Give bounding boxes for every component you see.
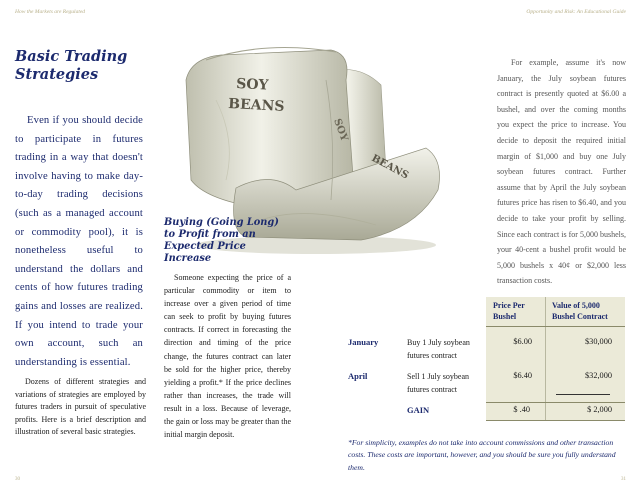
intro-paragraph: Even if you should decide to participate in futures trading in a way that doesn't involve having to make day-to-day trading decisions (such as a managed account or commodity pool), it is nonetheless useful to understand the dollars and cents of how futures trading gains and losses are realized. If you intend to trade your own account, such an understanding is essential. bbox=[15, 115, 143, 368]
row-action-january: Buy 1 July soybean futures contract bbox=[407, 338, 470, 360]
gain-value: $ 2,000 bbox=[587, 405, 612, 414]
gain-label: GAIN bbox=[407, 405, 430, 415]
gain-price: $ .40 bbox=[513, 405, 530, 414]
page-title: Basic Trading Strategies bbox=[15, 48, 128, 83]
lying-bag-label: BEANS bbox=[369, 152, 411, 182]
col-header-price: Price Per Bushel bbox=[493, 301, 525, 321]
sum-underline bbox=[556, 394, 610, 395]
example-paragraph: For example, assume it's now January, the July soybean futures contract is presently quoted at $6.00 a bushel, and over the coming months you expect the price to increase. You decide to deposit the required initial margin of $1,000 and buy one July soybean futures contract. Further assume that by April the July soybean futures price has risen to $6.40, and you decide to take your profit by selling. Since each contract is for 5,000 bushels, your 40-cent a bushel profit would be 5,000 bushels x 40¢ or $2,000 less transaction costs. bbox=[497, 58, 626, 286]
row-value-april: $32,000 bbox=[585, 371, 612, 380]
footnote: *For simplicity, examples do not take into account commissions and other transaction costs. These costs are important, however, and you should be sure you fully understand them. bbox=[348, 438, 616, 472]
page-number-left: 30 bbox=[15, 477, 20, 482]
intro-sub-paragraph: Dozens of different strategies and variations of strategies are employed by futures traders in pursuit of speculative profits. Here is a brief description and illustration of several basic strategies. bbox=[15, 377, 146, 437]
row-label-january: January bbox=[348, 337, 379, 347]
section-heading: Buying (Going Long) to Profit from an Expected Price Increase bbox=[164, 217, 279, 264]
bag-label-line2: BEANS bbox=[227, 96, 285, 115]
running-header-right: Opportunity and Risk: An Educational Guide bbox=[526, 9, 626, 15]
running-header-left: How the Markets are Regulated bbox=[15, 9, 86, 15]
table-rule-top bbox=[486, 326, 625, 327]
back-bag-label-line1: SOY bbox=[331, 117, 350, 143]
col-header-value: Value of 5,000 Bushel Contract bbox=[552, 301, 608, 321]
row-action-april: Sell 1 July soybean futures contract bbox=[407, 372, 469, 394]
table-rule-bottom bbox=[486, 420, 625, 421]
bag-label-line1: SOY bbox=[235, 76, 269, 94]
table-rule-gain bbox=[486, 402, 625, 403]
section-body: Someone expecting the price of a particular commodity or item to increase over a given period of time can seek to profit by buying futures contracts. If correct in forecasting the direction and timing of the price change, the futures contract can later be sold for the higher price, thereby yielding a profit.* If the price declines rather than increases, the trade will result in a loss. Because of leverage, the gain or loss may be greater than the initial margin deposit. bbox=[164, 273, 291, 440]
row-value-january: $30,000 bbox=[585, 337, 612, 346]
row-label-april: April bbox=[348, 371, 368, 381]
row-price-january: $6.00 bbox=[513, 337, 532, 346]
page-number-right: 31 bbox=[621, 477, 626, 482]
row-price-april: $6.40 bbox=[513, 371, 532, 380]
